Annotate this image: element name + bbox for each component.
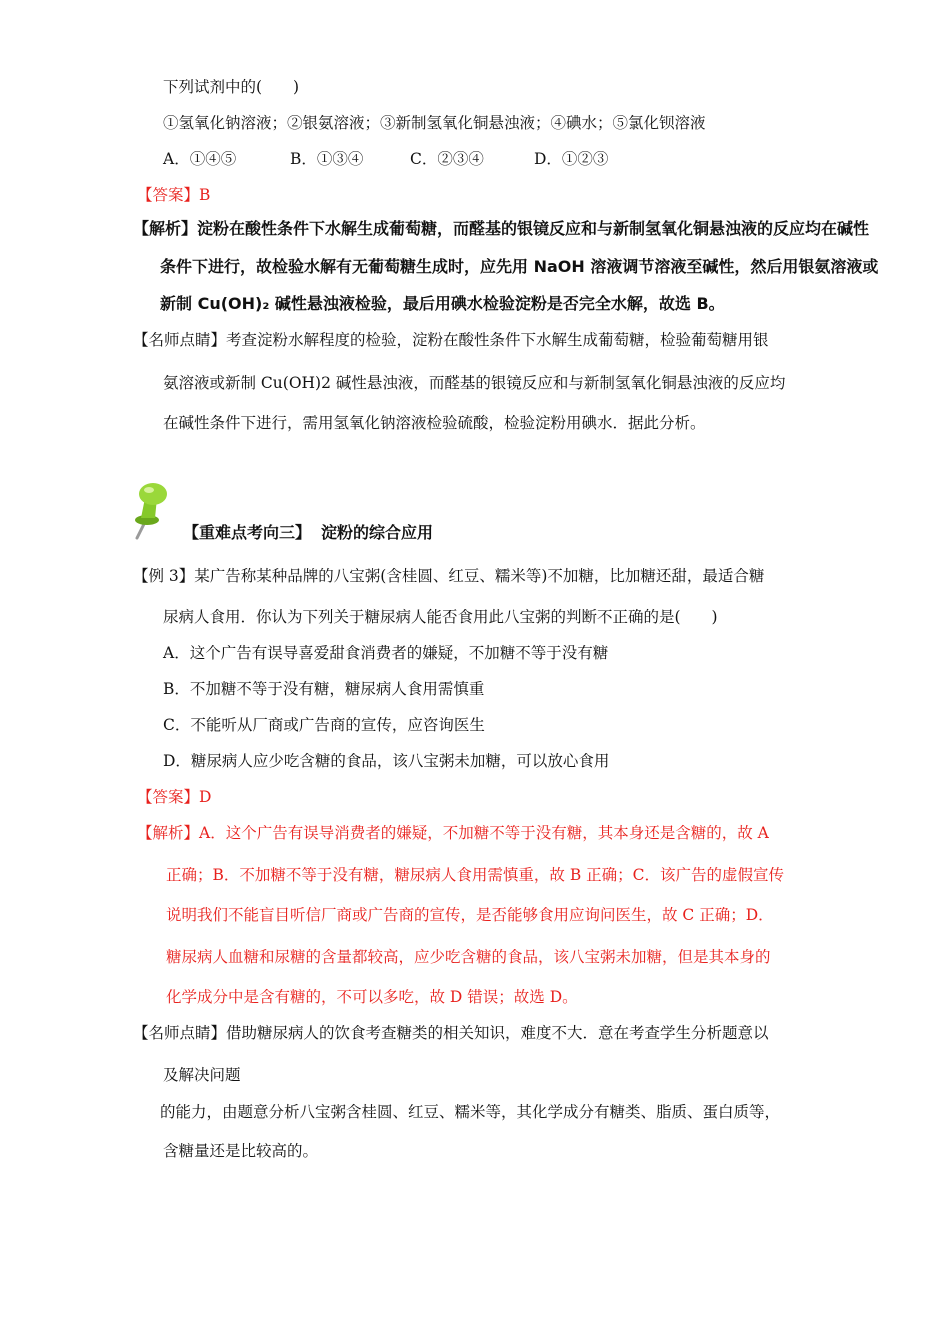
teacher-tip-line-4: 含糖量还是比较高的。 [163, 1142, 319, 1160]
option-b: B．不加糖不等于没有糖，糖尿病人食用需慎重 [163, 680, 485, 698]
teacher-tip-label: 【名师点睛】 [133, 331, 227, 349]
pushpin-icon [133, 480, 183, 542]
analysis-label: 【解析】 [133, 219, 198, 238]
answer-value: D [199, 788, 212, 806]
option-d: D．糖尿病人应少吃含糖的食品，该八宝粥未加糖，可以放心食用 [163, 752, 610, 770]
option-a: A．这个广告有误导喜爱甜食消费者的嫌疑，不加糖不等于没有糖 [163, 644, 609, 662]
analysis-line-2: 正确；B．不加糖不等于没有糖，糖尿病人食用需慎重，故 B 正确；C．该广告的虚假宣传 [166, 866, 784, 884]
analysis-line-1: 【解析】A．这个广告有误导消费者的嫌疑，不加糖不等于没有糖，其本身还是含糖的，故 A [137, 824, 769, 842]
answer-line [137, 184, 210, 206]
example-stem-line-1: 【例 3】某广告称某种品牌的八宝粥(含桂圆、红豆、糯米等)不加糖，比加糖还甜，最适合糖 [133, 567, 765, 585]
option-a: A．①④⑤ [163, 150, 237, 168]
analysis-line-2: 条件下进行，故检验水解有无葡萄糖生成时，应先用 NaOH 溶液调节溶液至碱性，然后用银氨溶液或 [160, 257, 879, 276]
reagent-list: ①氢氧化钠溶液；②银氨溶液；③新制氢氧化铜悬浊液；④碘水；⑤氯化钡溶液 [163, 114, 706, 132]
answer-label: 【答案】 [137, 186, 200, 204]
analysis-line-5: 化学成分中是含有糖的，不可以多吃，故 D 错误；故选 D。 [166, 988, 578, 1006]
section-title: 淀粉的综合应用 [321, 523, 434, 542]
teacher-tip-line-3: 在碱性条件下进行，需用氢氧化钠溶液检验硫酸，检验淀粉用碘水．据此分析。 [163, 414, 706, 432]
section-label: 【重难点考向三】 [183, 523, 312, 542]
section-header [183, 522, 433, 544]
teacher-tip-label: 【名师点睛】 [133, 1024, 227, 1042]
teacher-tip-line-2: 及解决问题 [163, 1066, 241, 1084]
teacher-tip-line-2: 氨溶液或新制 Cu(OH)2 碱性悬浊液，而醛基的银镜反应和与新制氢氧化铜悬浊液的反应均 [163, 374, 786, 392]
answer-line [137, 786, 211, 808]
option-c: C．②③④ [410, 150, 484, 168]
option-d: D．①②③ [534, 150, 609, 168]
example-label: 【例 3】 [133, 567, 195, 585]
analysis-line-3: 说明我们不能盲目听信厂商或广告商的宣传，是否能够食用应询问医生，故 C 正确；D． [166, 906, 774, 924]
example-stem-line-2: 尿病人食用．你认为下列关于糖尿病人能否食用此八宝粥的判断不正确的是( ) [163, 608, 718, 626]
answer-value: B [199, 186, 211, 204]
teacher-tip-line-1: 【名师点睛】考查淀粉水解程度的检验，淀粉在酸性条件下水解生成葡萄糖，检验葡萄糖用银 [133, 331, 769, 349]
teacher-tip-line-3: 的能力，由题意分析八宝粥含桂圆、红豆、糯米等，其化学成分有糖类、脂质、蛋白质等， [160, 1103, 781, 1121]
option-c: C．不能听从厂商或广告商的宣传，应咨询医生 [163, 716, 485, 734]
analysis-line-3: 新制 Cu(OH)₂ 碱性悬浊液检验，最后用碘水检验淀粉是否完全水解，故选 B。 [160, 294, 725, 313]
question-stem-tail: 下列试剂中的( ) [163, 78, 300, 96]
answer-label: 【答案】 [137, 788, 200, 806]
option-b: B．①③④ [290, 150, 364, 168]
teacher-tip-line-1: 【名师点睛】借助糖尿病人的饮食考查糖类的相关知识，难度不大．意在考查学生分析题意以 [133, 1024, 769, 1042]
analysis-line-4: 糖尿病人血糖和尿糖的含量都较高，应少吃含糖的食品，该八宝粥未加糖，但是其本身的 [166, 948, 771, 966]
analysis-line-1: 【解析】淀粉在酸性条件下水解生成葡萄糖，而醛基的银镜反应和与新制氢氧化铜悬浊液的反应均在碱性 [133, 219, 870, 238]
analysis-label: 【解析】 [137, 824, 200, 842]
